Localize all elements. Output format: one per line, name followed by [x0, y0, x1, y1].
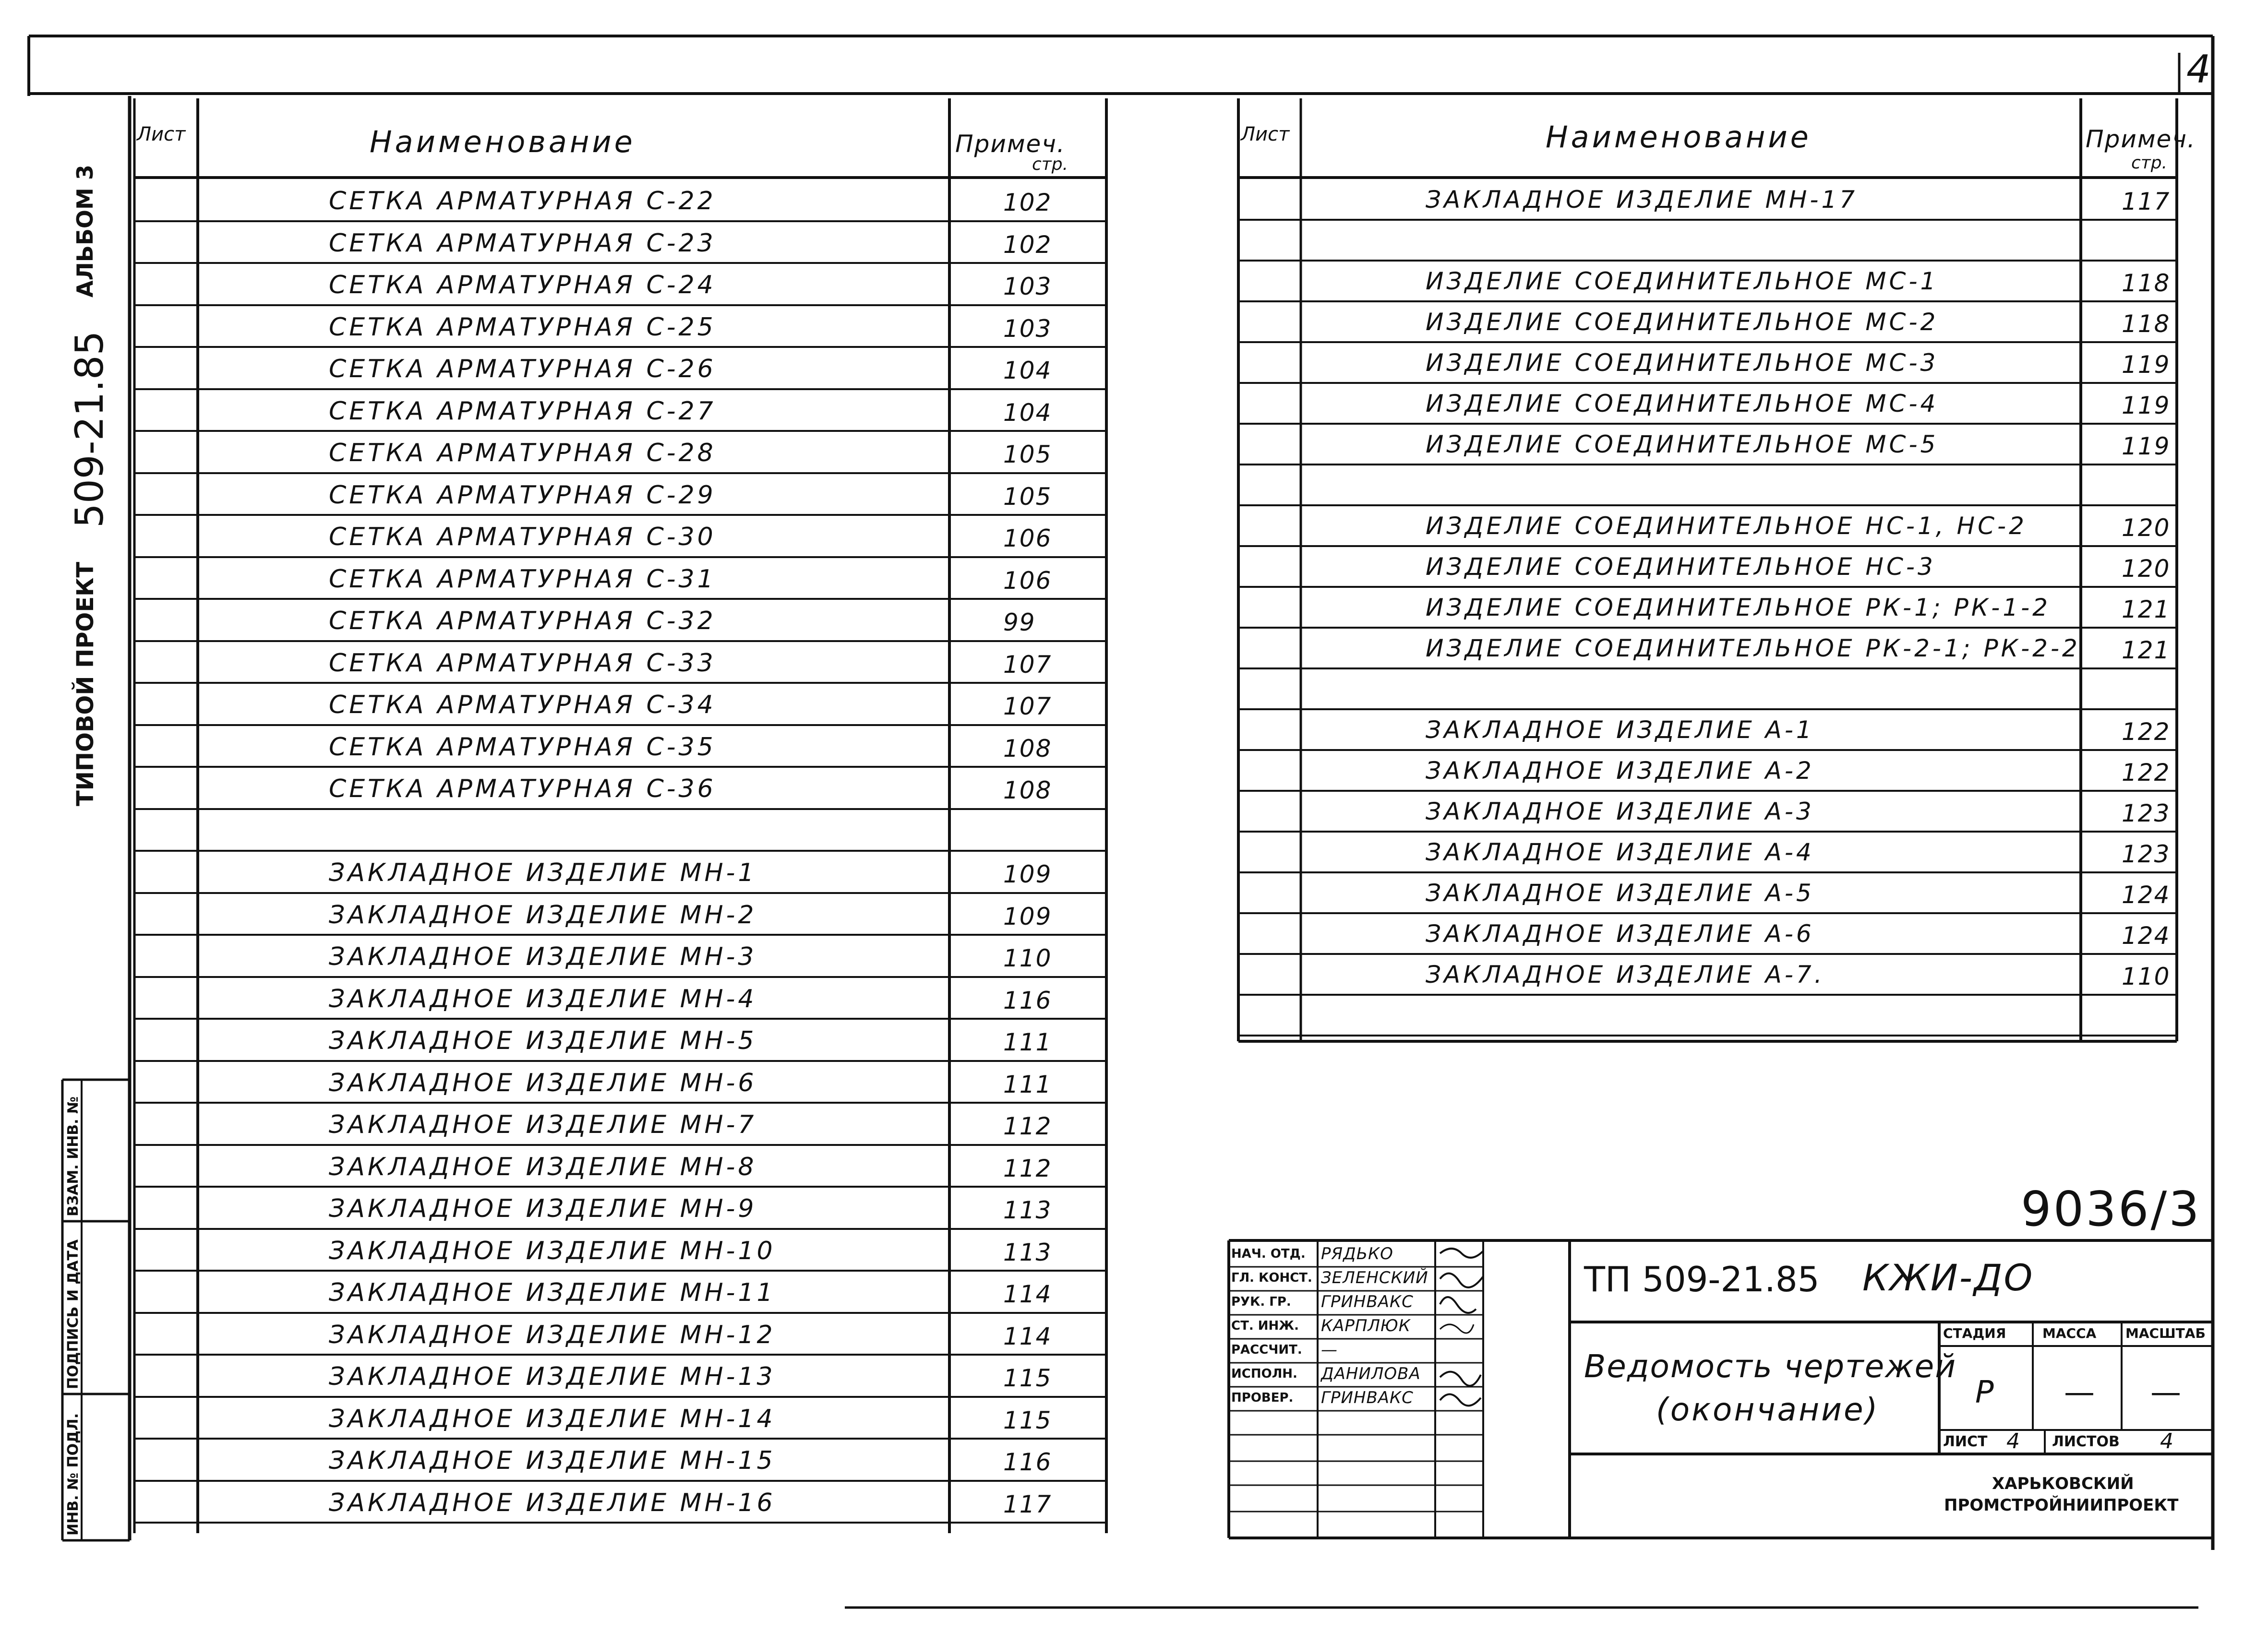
row-page: 109	[1003, 860, 1052, 888]
right-header-note: Примеч.	[2086, 125, 2196, 153]
row-page: 115	[1003, 1364, 1052, 1392]
table-row	[1238, 221, 2177, 262]
row-name: ИЗДЕЛИЕ СОЕДИНИТЕЛЬНОЕ МС-4	[1426, 390, 1939, 417]
row-page: 99	[1003, 608, 1036, 636]
scale-label: МАСШТАБ	[2125, 1325, 2206, 1341]
table-row	[134, 726, 1106, 768]
row-page: 107	[1003, 650, 1052, 679]
table-row	[134, 936, 1106, 978]
row-name: СЕТКА АРМАТУРНАЯ С-33	[329, 648, 716, 678]
row-name: ЗАКЛАДНОЕ ИЗДЕЛИЕ МН-6	[329, 1068, 757, 1097]
row-name: ЗАКЛАДНОЕ ИЗДЕЛИЕ МН-13	[329, 1362, 776, 1391]
row-page: 109	[1003, 902, 1052, 930]
row-name: ЗАКЛАДНОЕ ИЗДЕЛИЕ МН-15	[329, 1446, 776, 1475]
table-row	[134, 810, 1106, 852]
row-name: ЗАКЛАДНОЕ ИЗДЕЛИЕ А-5	[1426, 879, 1814, 907]
table-row	[134, 1482, 1106, 1524]
row-page: 112	[1003, 1112, 1052, 1140]
table-row	[134, 222, 1106, 264]
row-page: 119	[2122, 392, 2171, 419]
table-row	[134, 180, 1106, 222]
role-name: ГРИНВАКС	[1321, 1292, 1414, 1311]
row-name: СЕТКА АРМАТУРНАЯ С-23	[329, 228, 716, 258]
sheet-title-line2: (окончание)	[1656, 1391, 1880, 1428]
stamp-signature-label: ПОДПИСЬ И ДАТА	[65, 1239, 82, 1389]
row-name: ИЗДЕЛИЕ СОЕДИНИТЕЛЬНОЕ МС-3	[1426, 349, 1939, 377]
row-name: СЕТКА АРМАТУРНАЯ С-31	[329, 564, 716, 594]
table-row	[1238, 180, 2177, 221]
row-name: ЗАКЛАДНОЕ ИЗДЕЛИЕ МН-16	[329, 1488, 776, 1517]
table-row	[134, 348, 1106, 390]
left-header-sheet: Лист	[137, 123, 186, 145]
row-name: ЗАКЛАДНОЕ ИЗДЕЛИЕ МН-3	[329, 942, 757, 971]
row-page: 123	[2122, 799, 2171, 827]
row-name: СЕТКА АРМАТУРНАЯ С-36	[329, 774, 716, 803]
row-name: СЕТКА АРМАТУРНАЯ С-28	[329, 439, 716, 467]
row-page: 106	[1003, 566, 1052, 595]
row-page: 117	[2122, 188, 2171, 215]
table-row	[134, 474, 1106, 516]
row-name: ЗАКЛАДНОЕ ИЗДЕЛИЕ МН-5	[329, 1026, 757, 1055]
row-page: 112	[1003, 1154, 1052, 1182]
right-header-name: Наименование	[1546, 119, 1812, 155]
designation: ТП 509-21.85	[1584, 1259, 1820, 1299]
table-row	[1238, 302, 2177, 343]
table-row	[1238, 996, 2177, 1036]
row-name: ЗАКЛАДНОЕ ИЗДЕЛИЕ МН-9	[329, 1194, 757, 1223]
role-name: РЯДЬКО	[1321, 1244, 1393, 1263]
row-page: 110	[2122, 963, 2171, 990]
table-row	[134, 264, 1106, 306]
table-row	[134, 642, 1106, 684]
row-page: 108	[1003, 776, 1052, 804]
row-name: СЕТКА АРМАТУРНАЯ С-30	[329, 523, 716, 551]
row-name: ЗАКЛАДНОЕ ИЗДЕЛИЕ А-4	[1426, 838, 1814, 866]
row-name: ЗАКЛАДНОЕ ИЗДЕЛИЕ МН-10	[329, 1236, 776, 1265]
row-name: ЗАКЛАДНОЕ ИЗДЕЛИЕ А-3	[1426, 798, 1814, 825]
table-row	[134, 1020, 1106, 1062]
row-page: 122	[2122, 718, 2171, 746]
role-label: РАССЧИТ.	[1231, 1343, 1302, 1357]
table-row	[134, 558, 1106, 600]
sheet-label: ЛИСТ	[1943, 1433, 1988, 1450]
left-header-note-sub: стр.	[1032, 155, 1068, 174]
row-page: 105	[1003, 441, 1052, 468]
table-row	[134, 684, 1106, 726]
row-name: ЗАКЛАДНОЕ ИЗДЕЛИЕ МН-1	[329, 858, 757, 887]
table-row	[1238, 792, 2177, 833]
row-name: СЕТКА АРМАТУРНАЯ С-24	[329, 271, 716, 299]
row-name: ЗАКЛАДНОЕ ИЗДЕЛИЕ А-2	[1426, 757, 1814, 785]
table-row	[1238, 465, 2177, 506]
role-name: —	[1321, 1340, 1338, 1359]
table-row	[134, 978, 1106, 1020]
table-row	[134, 1440, 1106, 1482]
row-page: 113	[1003, 1196, 1052, 1224]
table-row	[1238, 588, 2177, 629]
row-page: 119	[2122, 351, 2171, 379]
row-name: ИЗДЕЛИЕ СОЕДИНИТЕЛЬНОЕ МС-5	[1426, 430, 1939, 458]
row-page: 105	[1003, 482, 1052, 511]
row-page: 117	[1003, 1490, 1052, 1518]
row-page: 120	[2122, 514, 2171, 542]
row-name: ЗАКЛАДНОЕ ИЗДЕЛИЕ МН-17	[1426, 186, 1858, 214]
margin-project-type: ТИПОВОЙ ПРОЕКТ	[72, 561, 99, 806]
role-name: ДАНИЛОВА	[1321, 1364, 1421, 1383]
row-name: СЕТКА АРМАТУРНАЯ С-35	[329, 732, 716, 762]
table-row	[1238, 384, 2177, 425]
sheets-label: ЛИСТОВ	[2052, 1433, 2120, 1450]
row-page: 106	[1003, 524, 1052, 552]
row-page: 121	[2122, 596, 2171, 623]
table-row	[1238, 547, 2177, 588]
table-row	[1238, 751, 2177, 792]
row-page: 114	[1003, 1280, 1052, 1308]
row-page: 103	[1003, 314, 1052, 343]
table-row	[134, 432, 1106, 474]
table-row	[1238, 425, 2177, 465]
row-name: СЕТКА АРМАТУРНАЯ С-22	[329, 187, 716, 215]
scale-value: —	[2150, 1375, 2181, 1410]
table-row	[134, 1398, 1106, 1440]
table-row	[1238, 833, 2177, 873]
table-row	[1238, 629, 2177, 669]
role-label: ИСПОЛН.	[1231, 1367, 1297, 1381]
role-label: ПРОВЕР.	[1231, 1391, 1294, 1405]
row-name: ИЗДЕЛИЕ СОЕДИНИТЕЛЬНОЕ РК-2-1; РК-2-2	[1426, 634, 2080, 662]
row-page: 121	[2122, 636, 2171, 664]
row-name: СЕТКА АРМАТУРНАЯ С-32	[329, 607, 716, 635]
role-label: СТ. ИНЖ.	[1231, 1319, 1299, 1333]
row-page: 118	[2122, 269, 2171, 297]
stage-label: СТАДИЯ	[1943, 1325, 2006, 1341]
left-header-name: Наименование	[370, 124, 636, 159]
row-name: ЗАКЛАДНОЕ ИЗДЕЛИЕ МН-8	[329, 1152, 757, 1181]
row-name: СЕТКА АРМАТУРНАЯ С-34	[329, 691, 716, 719]
stage-value: Р	[1975, 1375, 1997, 1410]
row-page: 124	[2122, 881, 2171, 909]
table-row	[1238, 710, 2177, 751]
row-name: ЗАКЛАДНОЕ ИЗДЕЛИЕ МН-12	[329, 1320, 776, 1349]
row-name: ИЗДЕЛИЕ СОЕДИНИТЕЛЬНОЕ МС-1	[1426, 267, 1939, 295]
margin-project-code: 509-21.85	[67, 331, 112, 528]
table-row	[1238, 343, 2177, 384]
table-row	[134, 894, 1106, 936]
table-row	[134, 1230, 1106, 1272]
row-page: 103	[1003, 273, 1052, 300]
row-page: 122	[2122, 759, 2171, 786]
right-header-note-sub: стр.	[2131, 153, 2168, 173]
row-page: 104	[1003, 357, 1052, 384]
row-name: ЗАКЛАДНОЕ ИЗДЕЛИЕ МН-4	[329, 984, 757, 1013]
role-label: ГЛ. КОНСТ.	[1231, 1271, 1312, 1285]
table-row	[134, 1356, 1106, 1398]
row-name: ИЗДЕЛИЕ СОЕДИНИТЕЛЬНОЕ НС-1, НС-2	[1426, 512, 2027, 540]
table-row	[134, 516, 1106, 558]
row-page: 113	[1003, 1238, 1052, 1266]
row-name: ИЗДЕЛИЕ СОЕДИНИТЕЛЬНОЕ НС-3	[1426, 553, 1936, 581]
row-name: ЗАКЛАДНОЕ ИЗДЕЛИЕ МН-14	[329, 1404, 776, 1433]
row-page: 102	[1003, 230, 1052, 259]
row-name: СЕТКА АРМАТУРНАЯ С-27	[329, 396, 716, 426]
row-name: ИЗДЕЛИЕ СОЕДИНИТЕЛЬНОЕ РК-1; РК-1-2	[1426, 594, 2051, 621]
row-name: ЗАКЛАДНОЕ ИЗДЕЛИЕ МН-11	[329, 1278, 776, 1307]
corner-page-number: 4	[2186, 47, 2214, 92]
row-name: ИЗДЕЛИЕ СОЕДИНИТЕЛЬНОЕ МС-2	[1426, 308, 1939, 336]
table-row	[134, 1314, 1106, 1356]
row-page: 107	[1003, 692, 1052, 720]
row-name: СЕТКА АРМАТУРНАЯ С-29	[329, 480, 716, 510]
table-row	[134, 1272, 1106, 1314]
mass-label: МАССА	[2042, 1325, 2097, 1341]
role-name: ГРИНВАКС	[1321, 1388, 1414, 1407]
row-page: 116	[1003, 1448, 1052, 1476]
row-page: 108	[1003, 734, 1052, 762]
row-page: 115	[1003, 1406, 1052, 1434]
table-row	[134, 390, 1106, 432]
organization-line2: ПРОМСТРОЙНИИПРОЕКТ	[1944, 1496, 2179, 1515]
sheets-value: 4	[2160, 1429, 2176, 1453]
role-name: КАРПЛЮК	[1321, 1316, 1411, 1335]
row-page: 102	[1003, 189, 1052, 216]
row-name: ЗАКЛАДНОЕ ИЗДЕЛИЕ А-1	[1426, 716, 1814, 744]
row-page: 104	[1003, 398, 1052, 427]
row-name: ЗАКЛАДНОЕ ИЗДЕЛИЕ МН-7	[329, 1110, 757, 1139]
role-label: НАЧ. ОТД.	[1231, 1247, 1306, 1261]
document-mark: КЖИ-ДО	[1862, 1256, 2034, 1299]
row-name: ЗАКЛАДНОЕ ИЗДЕЛИЕ МН-2	[329, 900, 757, 929]
role-name: ЗЕЛЕНСКИЙ	[1321, 1268, 1428, 1287]
organization-line1: ХАРЬКОВСКИЙ	[1992, 1474, 2134, 1493]
table-row	[134, 1104, 1106, 1146]
row-name: ЗАКЛАДНОЕ ИЗДЕЛИЕ А-7.	[1426, 961, 1825, 989]
table-row	[134, 768, 1106, 810]
sheet-value: 4	[2006, 1429, 2023, 1453]
table-row	[1238, 669, 2177, 710]
row-name: СЕТКА АРМАТУРНАЯ С-25	[329, 312, 716, 342]
row-page: 123	[2122, 840, 2171, 868]
row-name: СЕТКА АРМАТУРНАЯ С-26	[329, 355, 716, 383]
mass-value: —	[2064, 1375, 2095, 1410]
table-row	[1238, 955, 2177, 996]
table-row	[1238, 873, 2177, 914]
sheet-title-line1: Ведомость чертежей	[1584, 1348, 1957, 1385]
table-row	[134, 306, 1106, 348]
stamp-replace-label: ВЗАМ. ИНВ. №	[65, 1096, 82, 1216]
row-page: 124	[2122, 922, 2171, 950]
right-header-sheet: Лист	[1241, 123, 1290, 145]
left-header-note: Примеч.	[955, 130, 1066, 158]
table-row	[1238, 506, 2177, 547]
table-row	[134, 1146, 1106, 1188]
stamp-inv-label: ИНВ. № ПОДЛ.	[65, 1413, 82, 1536]
table-row	[1238, 914, 2177, 955]
row-page: 114	[1003, 1322, 1052, 1350]
row-page: 111	[1003, 1028, 1052, 1056]
table-row	[134, 1188, 1106, 1230]
row-page: 120	[2122, 555, 2171, 583]
drawing-number: 9036/3	[2021, 1181, 2201, 1237]
table-row	[134, 852, 1106, 894]
row-page: 119	[2122, 432, 2171, 460]
row-name: ЗАКЛАДНОЕ ИЗДЕЛИЕ А-6	[1426, 920, 1814, 948]
role-label: РУК. ГР.	[1231, 1295, 1291, 1309]
row-page: 111	[1003, 1070, 1052, 1098]
table-row	[134, 1062, 1106, 1104]
table-row	[1238, 262, 2177, 302]
margin-album: АЛЬБОМ 3	[72, 165, 98, 298]
row-page: 110	[1003, 944, 1052, 972]
row-page: 116	[1003, 986, 1052, 1014]
row-page: 118	[2122, 310, 2171, 338]
table-row	[134, 600, 1106, 642]
